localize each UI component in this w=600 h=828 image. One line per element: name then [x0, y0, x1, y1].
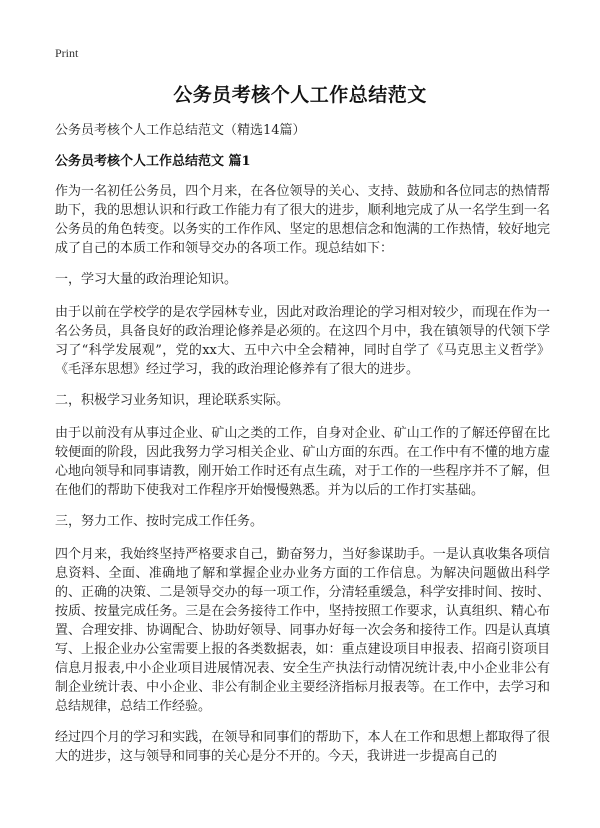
paragraph-heading-3: 三，努力工作、按时完成工作任务。 [55, 514, 264, 529]
paragraph-heading-1: 一，学习大量的政治理论知识。 [55, 272, 238, 287]
paragraph-business-knowledge: 由于以前没有从事过企业、矿山之类的工作，自身对企业、矿山工作的了解还停留在比较便面的阶段，因此我努力学习相关企业、矿山方面的东西。在工作中有不懂的地方虚心地向领导和同事请教，刚开始工作时还有点生疏，对于工作的一些程序并不了解，但在他们的帮助下使我对工作程序开始慢慢熟悉。并为以后的工作打实基础。 [55, 426, 550, 498]
paragraph-intro: 作为一名初任公务员，四个月来，在各位领导的关心、支持、鼓励和各位同志的热情帮助下，我的思想认识和行政工作能力有了很大的进步，顺利地完成了从一名学生到一名公务员的角色转变。以务实的工作作风、坚定的思想信念和饱满的工作热情，较好地完成了自己的本质工作和领导交办的各项工作。现总结如下： [55, 184, 550, 256]
print-link[interactable]: Print [55, 46, 79, 60]
document-title: 公务员考核个人工作总结范文 [173, 84, 427, 106]
paragraph-work-tasks: 四个月来，我始终坚持严格要求自己，勤奋努力，当好参谋助手。一是认真收集各项信息资料、全面、准确地了解和掌握企业办业务方面的工作信息。为解决问题做出科学的、正确的决策、二是领导交办的每一项工作，分清轻重缓急，科学安排时间、按时、按质、按量完成任务。三是在会务接待工作中，坚持按照工作要求，认真组织、精心布置、合理安排、协调配合、协助好领导、同事办好每一次会务和接待工作。四是认真填写、上报企业办公室需要上报的各类数据表，如：重点建设项目申报表、招商引资项目信息月报表,中小企业项目进展情况表、安全生产执法行动情况统计表,中小企业非公有制企业统计表、中小企业、非公有制企业主要经济指标月报表等。在工作中，去学习和总结规律，总结工作经验。 [55, 547, 550, 714]
document-body [55, 120, 550, 778]
paragraph-political-theory: 由于以前在学校学的是农学园林专业，因此对政治理论的学习相对较少，而现在作为一名公务员，具备良好的政治理论修养是必须的。在这四个月中，我在镇领导的代领下学习了“科学发展观”，党的xx大、五中六中全会精神，同时自学了《马克思主义哲学》《毛泽东思想》经过学习，我的政治理论修养有了很大的进步。 [55, 305, 550, 377]
paragraph-heading-2: 二，积极学习业务知识，理论联系实际。 [55, 393, 290, 408]
document-subtitle: 公务员考核个人工作总结范文（精选14篇） [55, 123, 306, 138]
section-heading: 公务员考核个人工作总结范文 篇1 [55, 154, 251, 169]
paragraph-conclusion: 经过四个月的学习和实践，在领导和同事们的帮助下，本人在工作和思想上都取得了很大的进步，这与领导和同事的关心是分不开的。今天，我讲进一步提高自己的 [55, 730, 550, 764]
